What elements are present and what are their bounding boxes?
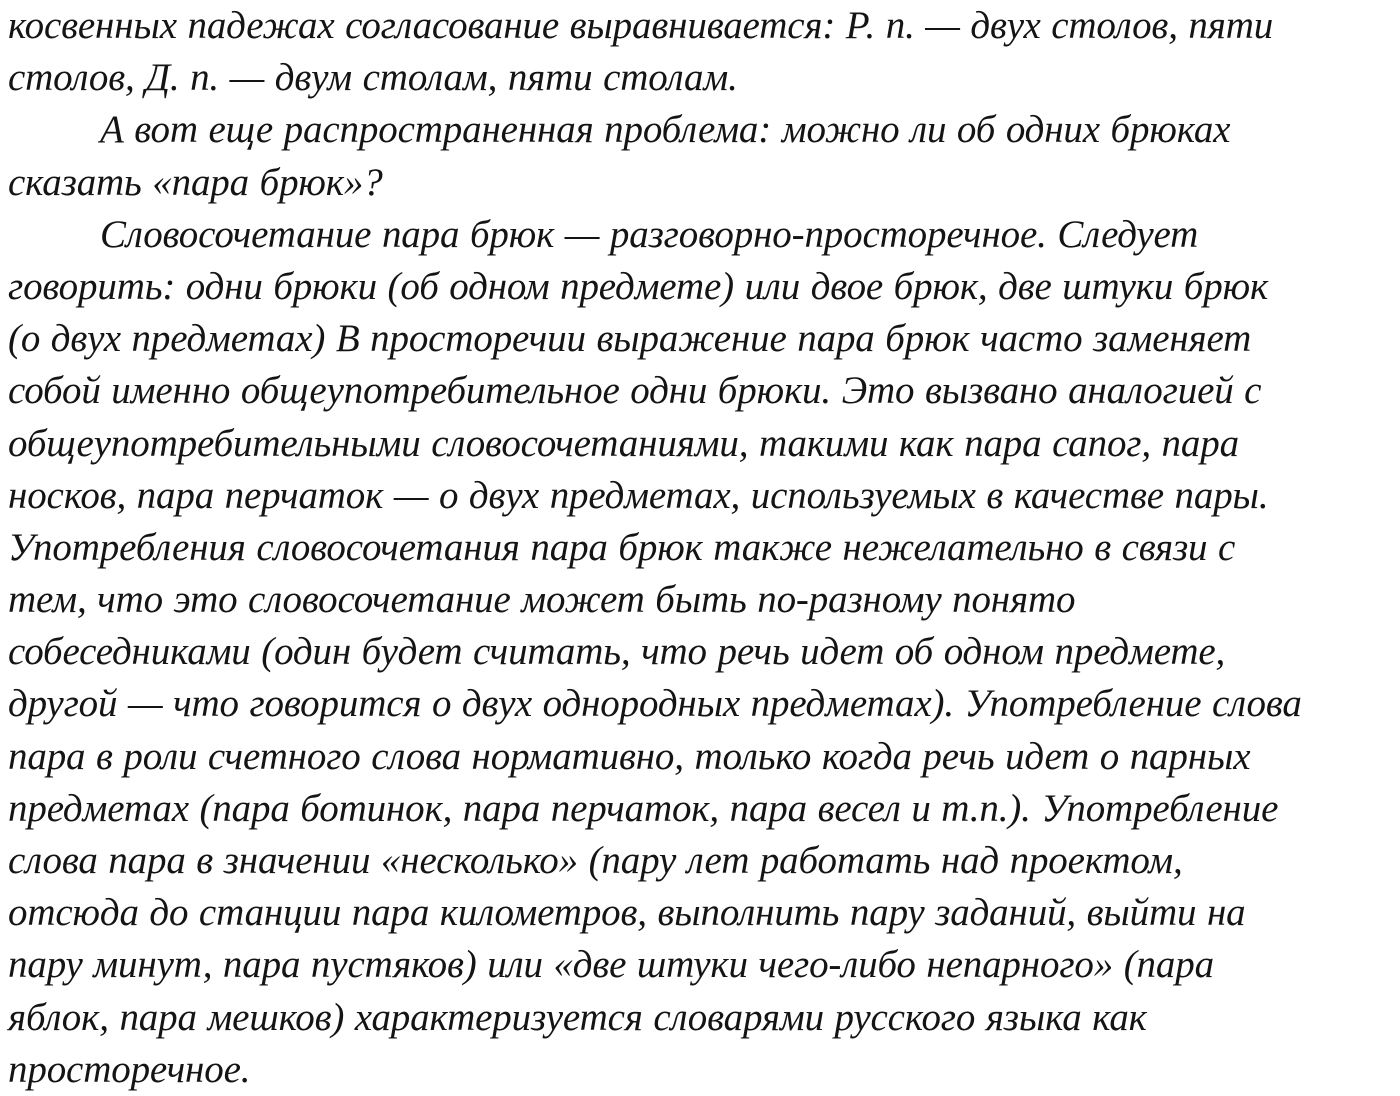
- paragraph-first-line: Словосочетание пара брюк — разговорно-просторечное. Следует: [100, 212, 1199, 256]
- text-line: собеседниками (один будет считать, что речь идет об одном предмете,: [8, 630, 1226, 674]
- text-line: общеупотребительными словосочетаниями, такими как пара сапог, пара: [8, 421, 1239, 465]
- text-line: собой именно общеупотребительное одни брюки. Это вызвано аналогией с: [8, 369, 1262, 413]
- text-line: столов, Д. п. — двум столам, пяти столам.: [8, 56, 738, 100]
- text-line: пару минут, пара пустяков) или «две штуки чего-либо непарного» (пара: [8, 943, 1214, 987]
- text-line: слова пара в значении «несколько» (пару лет работать над проектом,: [8, 839, 1183, 882]
- text-line: пара в роли счетного слова нормативно, только когда речь идет о парных: [8, 734, 1251, 778]
- paragraph-first-line: А вот еще распространенная проблема: можно ли об одних брюках: [100, 108, 1231, 152]
- text-line: носков, пара перчаток — о двух предметах, используемых в качестве пары.: [8, 473, 1269, 517]
- text-line: сказать «пара брюк»?: [8, 160, 383, 204]
- text-line: предметах (пара ботинок, пара перчаток, пара весел и т.п.). Употребление: [8, 786, 1279, 830]
- document-text: [8, 0, 1400, 1096]
- text-line: говорить: одни брюки (об одном предмете) или двое брюк, две штуки брюк: [8, 264, 1269, 308]
- text-line: (о двух предметах) В просторечии выражение пара брюк часто заменяет: [8, 317, 1252, 361]
- text-line: просторечное.: [8, 1047, 251, 1091]
- text-line: отсюда до станции пара километров, выполнить пару заданий, выйти на: [8, 891, 1246, 935]
- text-line: косвенных падежах согласование выравнивается: Р. п. — двух столов, пяти: [8, 4, 1274, 47]
- text-line: тем, что это словосочетание может быть по-разному понято: [8, 578, 1076, 622]
- text-line: Употребления словосочетания пара брюк также нежелательно в связи с: [8, 525, 1236, 569]
- text-line: другой — что говорится о двух однородных предметах). Употребление слова: [8, 682, 1302, 726]
- text-line: яблок, пара мешков) характеризуется словарями русского языка как: [8, 995, 1147, 1039]
